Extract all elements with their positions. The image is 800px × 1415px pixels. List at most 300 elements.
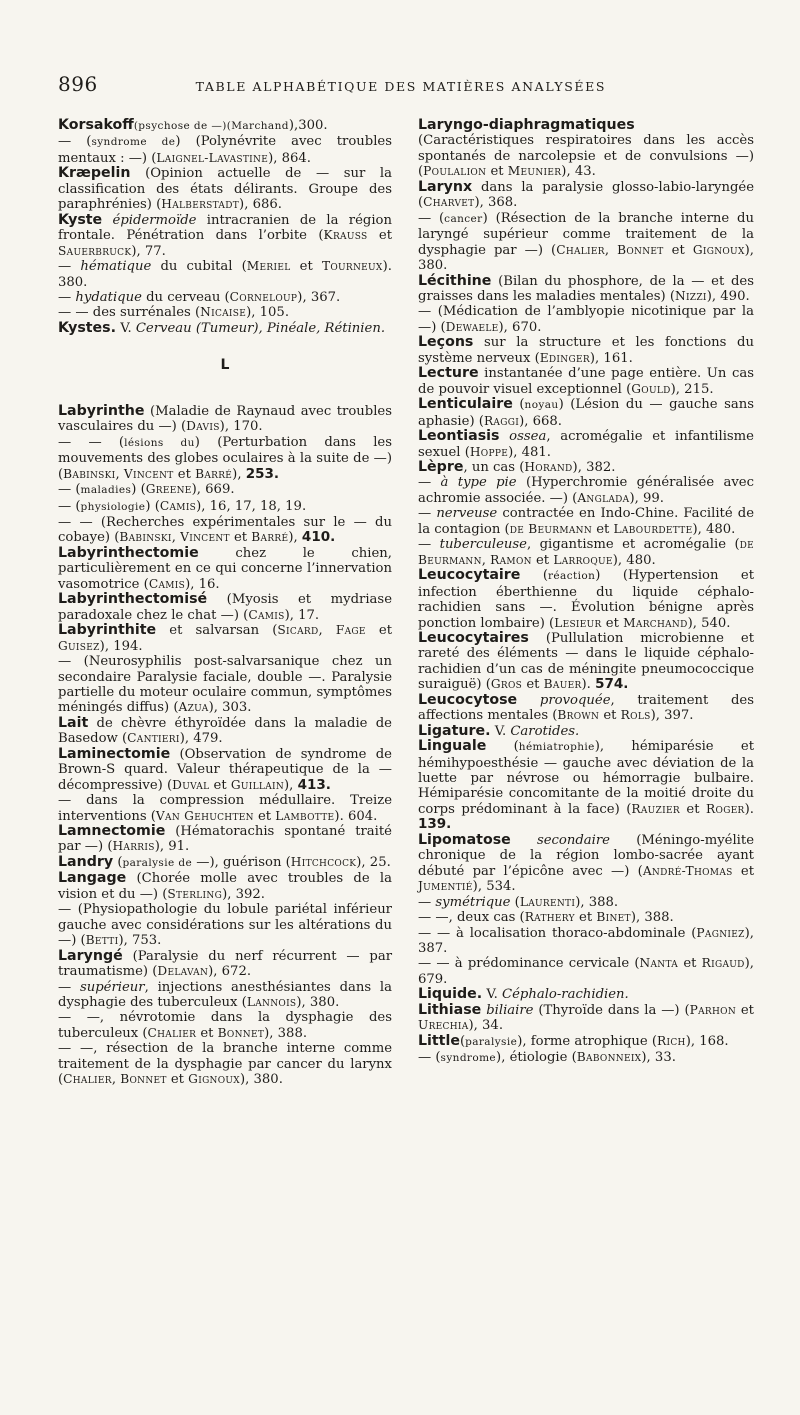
entry-text: paralysie bbox=[465, 1035, 518, 1048]
entry-text: Babinski bbox=[63, 466, 116, 481]
entry-headword: Labyrinthe bbox=[58, 402, 145, 419]
entry-text: et bbox=[522, 677, 544, 693]
entry-text: et bbox=[253, 808, 276, 824]
entry-text: ), 194. bbox=[99, 638, 143, 654]
entry-text: et bbox=[592, 521, 614, 537]
index-entry bbox=[418, 304, 754, 335]
entry-headword: Kyste bbox=[58, 211, 103, 228]
entry-text: sur la structure et les fonctions du système nerveux ( bbox=[418, 335, 754, 366]
entry-text: V. bbox=[116, 320, 136, 336]
entry-text: ) (Lésion du — gauche sans aphasie) ( bbox=[418, 397, 754, 429]
entry-text: Dewaele bbox=[445, 319, 499, 334]
entry-text: Gignoux bbox=[188, 1072, 240, 1087]
index-entry bbox=[418, 475, 754, 506]
entry-text: ), 382. bbox=[572, 459, 616, 475]
index-entry bbox=[58, 134, 392, 166]
entry-text: — bbox=[418, 537, 440, 553]
entry-text: et bbox=[486, 164, 508, 180]
entry-text: — bbox=[58, 259, 81, 275]
entry-text: ( bbox=[113, 854, 123, 870]
entry-text: Greene bbox=[145, 482, 192, 497]
entry-text: ), 480. bbox=[612, 552, 656, 568]
entry-text: ),300. bbox=[288, 118, 328, 133]
entry-text: ). 380. bbox=[58, 259, 392, 290]
index-entry bbox=[418, 833, 754, 895]
index-entry bbox=[58, 716, 392, 747]
entry-text: maladies bbox=[80, 484, 132, 497]
entry-text: Nanta bbox=[639, 956, 679, 971]
index-entry bbox=[418, 506, 754, 537]
entry-text: ), 105. bbox=[246, 305, 290, 321]
entry-text: ), hémiparésie et hémihypoesthésie — gauche avec déviation de la luette par névrose ou hémorragie bulbaire. Hémiparésie concomitante de la moitié droite du corps prédominant à la face) ( bbox=[418, 739, 755, 817]
entry-text: ), 668. bbox=[519, 413, 562, 429]
entry-text: (Opinion actuelle de — sur la classification des états délirants. Groupe des paraphrénies) ( bbox=[58, 166, 392, 213]
entry-headword: Kystes. bbox=[58, 319, 117, 336]
entry-text: Harris bbox=[112, 839, 155, 854]
entry-text: ), forme atrophique ( bbox=[517, 1033, 658, 1049]
entry-text: Poulalion bbox=[423, 164, 487, 179]
entry-text: et bbox=[663, 242, 693, 258]
index-entry bbox=[58, 902, 392, 948]
entry-headword: Landry bbox=[58, 853, 114, 870]
entry-text: — dans la compression médullaire. Treize interventions ( bbox=[58, 793, 392, 824]
entry-text: lésions du bbox=[124, 436, 195, 449]
entry-text: paralysie de bbox=[122, 856, 193, 869]
entry-text: et bbox=[229, 530, 252, 546]
entry-headword: Larynx bbox=[418, 178, 473, 195]
entry-headword: Labyrinthite bbox=[58, 622, 157, 639]
entry-headword: Lèpre bbox=[418, 458, 464, 475]
entry-text: provoquée bbox=[539, 692, 611, 708]
entry-text: Jumentié bbox=[418, 879, 473, 894]
entry-text: hématique bbox=[80, 259, 152, 275]
entry-text: (Paralysie du nerf récurrent — par traumatisme) ( bbox=[58, 948, 392, 980]
entry-text: Laignel-Lavastine bbox=[156, 150, 269, 165]
entry-text: 410. bbox=[301, 529, 336, 546]
entry-headword: Labyrinthectomisé bbox=[58, 591, 208, 608]
index-entry bbox=[58, 949, 392, 980]
entry-text: tuberculeuse bbox=[439, 537, 527, 553]
entry-text: ( bbox=[486, 739, 519, 755]
entry-text: Fage bbox=[335, 623, 366, 638]
entry-text: Halberstadt bbox=[161, 197, 240, 212]
entry-text: Chalier bbox=[556, 242, 605, 257]
entry-text: ( bbox=[520, 568, 548, 584]
entry-text: Davis bbox=[186, 419, 220, 434]
entry-text: Larroque bbox=[553, 552, 613, 567]
entry-text: ), 388. bbox=[630, 910, 674, 926]
entry-text: Bauer bbox=[543, 677, 582, 692]
entry-text: ), 679. bbox=[418, 956, 754, 987]
entry-text: et bbox=[209, 777, 231, 793]
entry-text: Marchand bbox=[623, 615, 688, 630]
entry-text: Rauzier bbox=[631, 801, 680, 816]
entry-text: — — à prédominance cervicale ( bbox=[418, 956, 640, 972]
entry-text: (Observation de syndrome de Brown-S quard. Valeur thérapeutique de la — décompressive) ( bbox=[58, 746, 392, 793]
entry-text: — (Médication de l’amblyopie nicotinique par la —) ( bbox=[418, 304, 754, 335]
entry-text: 574. bbox=[595, 676, 629, 693]
index-entry bbox=[58, 546, 392, 592]
running-title: TABLE ALPHABÉTIQUE DES MATIÈRES ANALYSÉES bbox=[195, 79, 607, 94]
index-entry bbox=[418, 693, 754, 724]
entry-text: ), 16. bbox=[185, 576, 220, 592]
entry-headword: Ligature. bbox=[418, 722, 491, 739]
entry-text: Sterling bbox=[167, 886, 223, 901]
index-entry bbox=[58, 747, 392, 793]
entry-text: Bonnet bbox=[120, 1072, 167, 1087]
entry-text: — — des surrénales ( bbox=[58, 305, 201, 321]
entry-text: — (Neurosyphilis post-salvarsanique chez un secondaire Paralysie faciale, double —. Paralysie partielle du moteur oculaire commun, symptômes méningés diffus) ( bbox=[58, 654, 392, 716]
entry-text: — bbox=[58, 289, 76, 305]
entry-text: Van Gehuchten bbox=[155, 808, 254, 823]
index-entry bbox=[418, 118, 754, 180]
entry-text: Babinski bbox=[119, 530, 172, 545]
entry-text: de Beurmann bbox=[418, 537, 754, 567]
entry-text: Rigaud bbox=[701, 956, 745, 971]
entry-text: Azua bbox=[178, 700, 209, 715]
entry-text: Guisez bbox=[58, 638, 100, 653]
entry-text: et bbox=[173, 466, 196, 482]
entry-text: ) (Hypertension et infection éberthienne du liquide céphalo-rachidien sans —. Évolution bénigne après ponction lombaire) ( bbox=[418, 568, 755, 631]
index-entry bbox=[58, 321, 392, 336]
entry-text: ), 33. bbox=[641, 1050, 676, 1066]
index-entry bbox=[418, 724, 754, 739]
index-entry bbox=[58, 213, 392, 259]
index-entry bbox=[58, 515, 392, 546]
entry-text: ), étiologie ( bbox=[496, 1050, 577, 1066]
entry-text: (psychose de —)( bbox=[133, 120, 232, 132]
entry-text: ossea bbox=[509, 429, 547, 445]
entry-text: (Myosis et mydriase paradoxale chez le chat —) ( bbox=[58, 592, 392, 623]
entry-text: et bbox=[679, 801, 707, 817]
entry-text: cancer bbox=[444, 212, 483, 225]
entry-text: ), 303. bbox=[208, 700, 252, 716]
entry-text: Vincent bbox=[123, 466, 174, 481]
entry-text: , bbox=[481, 552, 491, 568]
entry-headword: Leçons bbox=[418, 334, 474, 351]
entry-text: et bbox=[732, 863, 754, 879]
entry-text: Krauss bbox=[323, 228, 368, 243]
entry-text: Delavan bbox=[157, 964, 209, 979]
entry-text: Chalier bbox=[147, 1025, 197, 1040]
entry-text: et salvarsan ( bbox=[156, 623, 278, 639]
index-entry bbox=[58, 824, 392, 855]
entry-text: Guillain bbox=[230, 777, 285, 792]
entry-text: ). 604. bbox=[334, 808, 378, 824]
entry-headword: Lecture bbox=[418, 365, 479, 382]
entry-text: nerveuse bbox=[436, 506, 498, 522]
entry-text: Sicard bbox=[277, 623, 319, 638]
index-entry bbox=[418, 1003, 754, 1034]
entry-text: ), 388. bbox=[264, 1025, 308, 1041]
entry-headword: Lithiase bbox=[418, 1001, 482, 1018]
entry-text: ), 91. bbox=[154, 839, 190, 855]
entry-text: ), 479. bbox=[179, 731, 223, 747]
entry-text: et bbox=[599, 708, 621, 724]
entry-text: (Thyroïde dans la —) ( bbox=[533, 1002, 690, 1018]
entry-text: à type pie bbox=[440, 475, 517, 491]
entry-text: , bbox=[318, 623, 336, 639]
index-entry bbox=[418, 211, 754, 274]
entry-text: ), 25. bbox=[356, 854, 391, 870]
entry-text: Ramon bbox=[490, 552, 532, 567]
entry-headword: Langage bbox=[58, 870, 127, 887]
index-entry bbox=[418, 366, 754, 397]
entry-text: et bbox=[196, 1025, 218, 1041]
entry-headword: Laminectomie bbox=[58, 745, 171, 762]
entry-text: ) (Perturbation dans les mouvements des globes oculaires à la suite de —) ( bbox=[58, 434, 392, 482]
entry-text: ), 17. bbox=[284, 607, 320, 623]
entry-text: ), 753. bbox=[118, 933, 162, 949]
entry-text: Cerveau (Tumeur), Pinéale, Rétinien. bbox=[135, 320, 386, 336]
index-entry bbox=[418, 895, 754, 910]
entry-text bbox=[499, 429, 509, 444]
entry-text: Sauerbruck bbox=[58, 243, 132, 258]
entry-text: Labourdette bbox=[613, 521, 693, 536]
entry-text: ). bbox=[744, 801, 754, 817]
index-entry bbox=[418, 987, 754, 1002]
index-entry bbox=[58, 1041, 392, 1087]
entry-headword: Kræpelin bbox=[58, 165, 131, 182]
entry-text: ). bbox=[581, 677, 596, 693]
entry-text: ), 161. bbox=[589, 350, 633, 366]
entry-text: ), 490. bbox=[706, 288, 750, 304]
index-entry bbox=[418, 739, 754, 833]
entry-headword: Laryngo-diaphragmatiques bbox=[418, 117, 635, 133]
entry-text: — ( bbox=[58, 498, 81, 514]
entry-text: — — ( bbox=[58, 434, 125, 450]
index-column-right bbox=[418, 118, 754, 1067]
entry-text: — bbox=[418, 475, 441, 491]
index-entry bbox=[418, 180, 754, 211]
entry-text: Pagniez bbox=[696, 925, 745, 940]
entry-text: —), guérison ( bbox=[192, 854, 291, 870]
entry-text: — —, résection de la branche interne comme traitement de la dysphagie par cancer du larynx ( bbox=[58, 1041, 392, 1088]
entry-text: et bbox=[601, 615, 624, 631]
entry-text: ), 34. bbox=[468, 1018, 504, 1034]
entry-text: , traitement des affections mentales ( bbox=[418, 692, 754, 724]
entry-text: intracranien de la région frontale. Pénétration dans l’orbite ( bbox=[58, 212, 392, 244]
entry-text: Binet bbox=[596, 910, 631, 925]
entry-headword: Lenticulaire bbox=[418, 396, 513, 413]
index-entry bbox=[418, 429, 754, 460]
entry-text: ) ( bbox=[131, 482, 146, 498]
index-entry bbox=[418, 335, 754, 366]
page-number: 896 bbox=[58, 72, 98, 96]
entry-text: ), 43. bbox=[561, 164, 596, 180]
entry-text: chez le chien, particulièrement en ce qui concerne l’innervation vasomotrice ( bbox=[58, 545, 392, 592]
entry-headword: Lait bbox=[58, 714, 89, 731]
entry-text: — — (Recherches expérimentales sur le — du cobaye) ( bbox=[58, 514, 392, 546]
entry-text: réaction bbox=[548, 570, 596, 583]
index-entry bbox=[418, 1050, 754, 1066]
entry-text: Lesieur bbox=[554, 615, 602, 630]
entry-text: ), 380. bbox=[296, 995, 340, 1011]
entry-text: ) (Résection de la branche interne du laryngé supérieur comme traitement de la dysphagie par —) ( bbox=[418, 210, 754, 258]
entry-text: et bbox=[365, 623, 393, 639]
entry-text: Bonnet bbox=[217, 1025, 265, 1040]
entry-text: 253. bbox=[245, 465, 280, 482]
entry-text: Meunier bbox=[507, 164, 562, 179]
entry-text: ), 380. bbox=[418, 242, 754, 274]
index-entry bbox=[58, 855, 392, 871]
entry-text: Charvet bbox=[423, 195, 475, 210]
entry-text: Gignoux bbox=[692, 242, 745, 257]
index-entry bbox=[58, 623, 392, 654]
entry-text: ), 670. bbox=[498, 319, 542, 335]
entry-text: ), bbox=[284, 777, 298, 793]
entry-text: , acromégalie et infantilisme sexuel ( bbox=[418, 429, 754, 460]
entry-text: V. bbox=[482, 987, 502, 1003]
entry-text: Nizzi bbox=[674, 288, 707, 303]
entry-text: Barré bbox=[195, 466, 233, 481]
entry-text: ), 540. bbox=[687, 615, 731, 631]
entry-text: Hoppe bbox=[469, 444, 509, 459]
entry-text: — —, névrotomie dans la dysphagie des tuberculeux ( bbox=[58, 1010, 392, 1041]
entry-text: Vincent bbox=[180, 530, 230, 545]
entry-text: ), 168. bbox=[685, 1033, 729, 1049]
entry-text: (Pullulation microbienne et rareté des éléments — dans le liquide céphalo-rachidien d’un cas de méningite pneumococcique suraiguë) ( bbox=[418, 630, 754, 693]
entry-text: Roger bbox=[706, 801, 745, 816]
index-entry bbox=[58, 1010, 392, 1041]
entry-text: , injections anesthésiantes dans la dysphagie des tuberculeux ( bbox=[58, 979, 392, 1011]
section-letter: L bbox=[220, 357, 230, 374]
entry-text: — ( bbox=[58, 482, 81, 498]
entry-text: Bonnet bbox=[617, 242, 664, 257]
entry-text: Carotides. bbox=[510, 723, 580, 739]
entry-headword: Lécithine bbox=[418, 272, 492, 289]
entry-text: épidermoïde bbox=[112, 212, 197, 228]
entry-text: hydatique bbox=[75, 289, 142, 305]
entry-text: du cerveau ( bbox=[141, 289, 230, 305]
entry-text: — ( bbox=[58, 134, 92, 150]
entry-text: , gigantisme et acromégalie ( bbox=[526, 537, 740, 553]
entry-text: — ( bbox=[418, 210, 445, 226]
entry-text: ), 669. bbox=[191, 482, 235, 498]
index-entry bbox=[418, 956, 754, 987]
index-entry bbox=[418, 537, 754, 568]
entry-text: Marchand bbox=[231, 120, 289, 132]
index-entry bbox=[418, 1034, 754, 1050]
entry-text: André-Thomas bbox=[642, 863, 733, 878]
index-entry bbox=[418, 274, 754, 305]
entry-text: et bbox=[166, 1072, 189, 1088]
index-entry bbox=[58, 166, 392, 212]
entry-headword: Labyrinthectomie bbox=[58, 544, 199, 561]
entry-text: (Hyperchromie généralisée avec achromie associée. —) ( bbox=[418, 475, 754, 506]
entry-text: ), bbox=[232, 466, 246, 482]
entry-text: Rich bbox=[657, 1033, 686, 1048]
entry-text: ), 367. bbox=[297, 289, 341, 305]
entry-text: ), bbox=[288, 530, 302, 546]
entry-text: — bbox=[418, 506, 437, 522]
entry-text: ), 686. bbox=[239, 197, 282, 213]
entry-text: physiologie bbox=[80, 500, 146, 513]
entry-text: , bbox=[171, 530, 181, 546]
entry-text: Lannois bbox=[246, 995, 297, 1010]
entry-text: et bbox=[367, 228, 393, 244]
entry-headword: Korsakoff bbox=[58, 117, 134, 133]
entry-text: Gould bbox=[631, 381, 671, 396]
entry-text: — bbox=[58, 979, 80, 995]
entry-headword: Lamnectomie bbox=[58, 823, 166, 840]
entry-headword: Laryngé bbox=[58, 947, 123, 964]
entry-text: Gros bbox=[490, 677, 523, 692]
entry-text: ) ( bbox=[145, 498, 160, 514]
entry-text: Betti bbox=[85, 933, 119, 948]
entry-text: (Hématorachis spontané traité par —) ( bbox=[58, 824, 392, 855]
entry-text: Parhon bbox=[689, 1002, 736, 1017]
entry-text: Duval bbox=[172, 777, 210, 792]
entry-text: instantanée d’une page entière. Un cas de pouvoir visuel exceptionnel ( bbox=[418, 366, 754, 397]
entry-text: secondaire bbox=[536, 832, 610, 848]
entry-text: ) (Polynévrite avec troubles mentaux : —) ( bbox=[58, 134, 392, 166]
index-entry bbox=[58, 793, 392, 824]
entry-headword: Leucocytaire bbox=[418, 567, 521, 584]
entry-text: Babonneix bbox=[576, 1050, 642, 1065]
entry-text: ( bbox=[512, 397, 525, 413]
entry-text: V. bbox=[490, 723, 511, 739]
entry-text: symétrique bbox=[435, 894, 511, 910]
entry-text: Barré bbox=[251, 530, 289, 545]
entry-text: et bbox=[736, 1002, 754, 1018]
entry-text: 413. bbox=[297, 776, 331, 793]
entry-text: de chèvre éthyroïdée dans la maladie de Basedow ( bbox=[58, 715, 392, 747]
entry-text: — (Physiopathologie du lobule pariétal inférieur gauche avec considérations sur les altérations du —) ( bbox=[58, 902, 392, 949]
index-column-left bbox=[58, 118, 392, 1088]
index-entry bbox=[418, 568, 754, 631]
entry-text: et bbox=[574, 910, 597, 926]
entry-text: ), 99. bbox=[629, 490, 664, 506]
entry-text: Hitchcock bbox=[290, 854, 357, 869]
entry-text: supérieur bbox=[79, 979, 145, 995]
entry-text: (Bilan du phosphore, de la — et des graisses dans les maladies mentales) ( bbox=[418, 273, 754, 304]
entry-text: (Caractéristiques respiratoires dans les accès spontanés de narcolepsie et de convulsions —) ( bbox=[418, 133, 754, 180]
entry-text: ), 480. bbox=[692, 521, 736, 537]
entry-text: ), 397. bbox=[650, 708, 694, 724]
entry-text: ), 368. bbox=[474, 195, 518, 211]
entry-text: — —, deux cas ( bbox=[418, 910, 525, 926]
entry-text: Camis bbox=[159, 498, 197, 513]
index-entry bbox=[58, 404, 392, 435]
entry-headword: Leucocytose bbox=[418, 691, 518, 708]
entry-text: — bbox=[418, 894, 436, 910]
entry-text: , bbox=[111, 1072, 121, 1088]
index-entry bbox=[58, 499, 392, 515]
index-entry bbox=[418, 926, 754, 957]
entry-text: Nicaise bbox=[200, 305, 247, 320]
index-entry bbox=[418, 631, 754, 693]
running-head bbox=[58, 72, 744, 96]
entry-text: Horand bbox=[524, 459, 573, 474]
entry-text: de Beurmann bbox=[509, 521, 592, 536]
entry-headword: Linguale bbox=[418, 738, 487, 755]
index-entry bbox=[58, 980, 392, 1011]
entry-text: (Chorée molle avec troubles de la vision et du —) ( bbox=[58, 871, 392, 902]
entry-text: Camis bbox=[148, 576, 186, 591]
index-entry bbox=[58, 118, 392, 134]
entry-text: Corneloup bbox=[229, 289, 298, 304]
entry-text: (Maladie de Raynaud avec troubles vasculaires du —) ( bbox=[58, 403, 392, 435]
entry-headword: Leucocytaires bbox=[418, 629, 529, 646]
entry-text: Laurenti bbox=[519, 894, 576, 909]
entry-text: Edinger bbox=[539, 350, 590, 365]
entry-text: Anglada bbox=[577, 490, 630, 505]
entry-text: (Méningo-myélite chronique de la région lombo-sacrée ayant débuté par l’épicône avec —) ( bbox=[418, 832, 754, 879]
entry-text: et bbox=[290, 259, 322, 275]
entry-text: ), 215. bbox=[670, 381, 714, 397]
index-entry bbox=[58, 305, 392, 320]
